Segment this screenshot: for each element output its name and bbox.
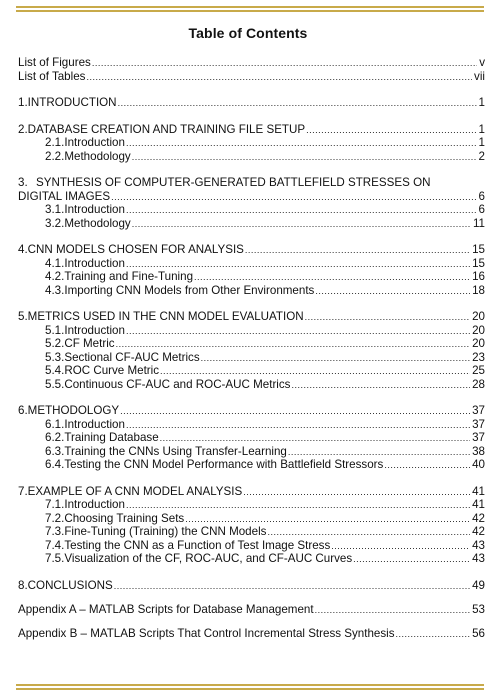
dot-leader xyxy=(396,628,471,642)
toc-entry-appendix-b[interactable] xyxy=(18,627,485,641)
toc-page-number: 25 xyxy=(472,364,485,377)
toc-entry-section[interactable] xyxy=(18,324,485,338)
dot-leader xyxy=(86,71,472,85)
toc-page-number: 41 xyxy=(472,498,485,511)
toc-entry-chapter[interactable] xyxy=(18,243,485,257)
section-title: CF Metric xyxy=(64,337,115,350)
section-title: Training the CNNs Using Transfer-Learning xyxy=(64,444,287,458)
toc-page-number: 43 xyxy=(472,538,485,552)
chapter-4 xyxy=(18,243,485,297)
toc-entry-list-of-figures[interactable] xyxy=(18,56,485,70)
section-title: Visualization of the CF, ROC-AUC, and CF-AUC Curves xyxy=(64,552,353,565)
dot-leader xyxy=(126,419,470,433)
chapter-1 xyxy=(18,96,485,110)
toc-page-number: 18 xyxy=(472,283,485,297)
toc-page-number: 42 xyxy=(472,511,485,525)
section-title: ROC Curve Metric xyxy=(64,364,160,377)
toc-page-number: 20 xyxy=(472,323,485,337)
chapter-title: CONCLUSIONS xyxy=(27,578,113,592)
toc-entry-chapter[interactable] xyxy=(18,96,485,110)
chapter-number: 3. xyxy=(18,176,28,189)
section-number: 7.3. xyxy=(45,525,65,538)
dot-leader xyxy=(126,325,470,339)
toc-entry-section[interactable] xyxy=(18,337,485,351)
toc-entry-chapter[interactable] xyxy=(18,579,485,593)
toc-page-number: 6 xyxy=(478,203,485,216)
section-title: Sectional CF-AUC Metrics xyxy=(64,350,200,364)
page-title: Table of Contents xyxy=(188,25,308,41)
section-title: Introduction xyxy=(64,323,125,337)
section-number: 3.2. xyxy=(45,216,65,230)
chapter-title: SYNTHESIS OF COMPUTER-GENERATED BATTLEFIELD STRESSES ON xyxy=(36,176,431,189)
toc-page-number: 2 xyxy=(478,149,485,163)
section-number: 5.2. xyxy=(45,337,65,350)
toc-page-number: 1 xyxy=(478,96,485,109)
toc-entry-chapter[interactable] xyxy=(18,404,485,418)
toc-page-number: 1 xyxy=(478,122,485,136)
section-number: 2.1. xyxy=(45,136,65,149)
dot-leader xyxy=(291,379,470,393)
section-number: 2.2. xyxy=(45,149,65,163)
chapter-6 xyxy=(18,404,485,472)
appendix-title: Appendix B – MATLAB Scripts That Control Incremental Stress Synthesis xyxy=(18,626,395,640)
dot-leader xyxy=(114,580,470,594)
chapter-number: 1. xyxy=(18,96,28,109)
chapter-5 xyxy=(18,310,485,391)
toc-page-number: 15 xyxy=(472,243,485,256)
toc-entry-label: List of Tables xyxy=(18,69,86,83)
chapter-title: METRICS USED IN THE CNN MODEL EVALUATION xyxy=(27,310,304,323)
dot-leader xyxy=(126,204,477,218)
toc-page-number: 11 xyxy=(472,216,485,230)
toc-page-number: 6 xyxy=(478,189,485,203)
dot-leader xyxy=(267,526,470,540)
dot-leader xyxy=(132,151,477,165)
toc-page-number: vii xyxy=(474,69,485,83)
dot-leader xyxy=(111,191,476,205)
chapter-8 xyxy=(18,579,485,593)
section-title: Methodology xyxy=(64,216,131,230)
section-title: Training and Fine-Tuning xyxy=(64,270,194,283)
dot-leader xyxy=(92,57,477,71)
chapter-number: 4. xyxy=(18,243,28,256)
section-number: 6.1. xyxy=(45,417,65,431)
toc-page-number: 41 xyxy=(472,484,485,498)
dot-leader xyxy=(305,311,470,325)
section-title: Testing the CNN Model Performance with Battlefield Stressors xyxy=(64,458,384,471)
chapter-number: 7. xyxy=(18,484,28,498)
dot-leader xyxy=(306,124,476,138)
chapter-title: DATABASE CREATION AND TRAINING FILE SETUP xyxy=(27,122,306,136)
appendices xyxy=(18,603,485,640)
section-number: 7.4. xyxy=(45,538,65,552)
chapter-number: 2. xyxy=(18,122,28,136)
section-number: 7.2. xyxy=(45,511,65,525)
section-number: 6.2. xyxy=(45,431,65,444)
section-number: 6.4. xyxy=(45,458,65,471)
toc-entry-section[interactable] xyxy=(18,552,485,566)
section-title: Training Database xyxy=(64,431,159,444)
toc-page-number: 20 xyxy=(472,337,485,350)
toc-entry-chapter[interactable] xyxy=(18,310,485,324)
toc-page-number: v xyxy=(479,56,485,69)
toc-entry-chapter[interactable] xyxy=(18,485,485,499)
dot-leader xyxy=(160,365,470,379)
toc-page-number: 37 xyxy=(472,404,485,417)
dot-leader xyxy=(201,352,470,366)
chapter-number: 8. xyxy=(18,578,28,592)
section-title: Introduction xyxy=(64,256,125,270)
section-title: Introduction xyxy=(64,203,125,216)
chapter-title: INTRODUCTION xyxy=(27,96,117,109)
toc-entry-appendix-a[interactable] xyxy=(18,603,485,617)
toc-page-number: 1 xyxy=(478,136,485,149)
dot-leader xyxy=(194,271,470,285)
toc-entry-chapter-line2[interactable] xyxy=(18,190,485,204)
toc-page-number: 38 xyxy=(472,444,485,458)
chapter-number: 6. xyxy=(18,404,28,417)
front-matter xyxy=(18,56,485,83)
dot-leader xyxy=(315,285,470,299)
toc-entry-section[interactable] xyxy=(18,351,485,365)
dot-leader xyxy=(384,459,470,473)
dot-leader xyxy=(243,486,470,500)
dot-leader xyxy=(126,499,470,513)
chapter-3 xyxy=(18,176,485,230)
dot-leader xyxy=(331,540,470,554)
toc-entry-section[interactable] xyxy=(18,136,485,150)
toc-entry-section[interactable] xyxy=(18,525,485,539)
toc-page-number: 28 xyxy=(472,377,485,391)
section-title: Introduction xyxy=(64,498,125,511)
section-number: 7.1. xyxy=(45,498,65,511)
toc-page-number: 37 xyxy=(472,417,485,431)
dot-leader xyxy=(126,137,477,151)
dot-leader xyxy=(126,258,470,272)
toc-entry-section[interactable] xyxy=(18,498,485,512)
chapter-number: 5. xyxy=(18,310,28,323)
toc-page-number: 37 xyxy=(472,431,485,444)
chapter-7 xyxy=(18,485,485,566)
section-number: 4.2. xyxy=(45,270,65,283)
section-number: 5.3. xyxy=(45,350,65,364)
dot-leader xyxy=(288,446,470,460)
dot-leader xyxy=(132,218,471,232)
dot-leader xyxy=(116,338,471,352)
toc-entry-label: List of Figures xyxy=(18,56,91,69)
section-title: Methodology xyxy=(64,149,131,163)
dot-leader xyxy=(120,405,470,419)
bottom-decorative-rule xyxy=(16,684,484,690)
toc-page-number: 16 xyxy=(472,270,485,283)
toc-page-number: 49 xyxy=(472,578,485,592)
toc-page-number: 20 xyxy=(472,310,485,323)
section-title: Fine-Tuning (Training) the CNN Models xyxy=(64,525,267,538)
chapter-title: EXAMPLE OF A CNN MODEL ANALYSIS xyxy=(27,484,243,498)
chapter-title: METHODOLOGY xyxy=(27,404,120,417)
section-number: 4.3. xyxy=(45,283,65,297)
chapter-title-continued: DIGITAL IMAGES xyxy=(18,189,111,203)
toc-entry-list-of-tables[interactable] xyxy=(18,70,485,84)
section-number: 4.1. xyxy=(45,256,65,270)
toc-entry-section[interactable] xyxy=(18,512,485,526)
section-number: 7.5. xyxy=(45,552,65,565)
toc-entry-section[interactable] xyxy=(18,150,485,164)
section-title: Introduction xyxy=(64,417,125,431)
toc-entry-section[interactable] xyxy=(18,364,485,378)
toc-page-number: 43 xyxy=(472,552,485,565)
toc-page-number: 53 xyxy=(472,603,485,616)
toc-entry-chapter-line1[interactable] xyxy=(18,176,485,190)
toc-page-number: 56 xyxy=(472,626,485,640)
toc-page-number: 15 xyxy=(472,256,485,270)
section-number: 5.1. xyxy=(45,323,65,337)
toc-entry-section[interactable] xyxy=(18,418,485,432)
chapter-title: CNN MODELS CHOSEN FOR ANALYSIS xyxy=(27,243,244,256)
section-number: 6.3. xyxy=(45,444,65,458)
section-number: 3.1. xyxy=(45,203,65,216)
toc-entry-section[interactable] xyxy=(18,203,485,217)
top-decorative-rule xyxy=(16,6,484,12)
toc-entry-section[interactable] xyxy=(18,431,485,445)
dot-leader xyxy=(353,553,470,567)
toc-page-number: 40 xyxy=(472,458,485,471)
chapter-2 xyxy=(18,123,485,164)
dot-leader xyxy=(315,604,471,618)
section-title: Testing the CNN as a Function of Test Image Stress xyxy=(64,538,331,552)
toc-entry-section[interactable] xyxy=(18,217,485,231)
appendix-title: Appendix A – MATLAB Scripts for Database Management xyxy=(18,603,314,616)
dot-leader xyxy=(118,97,477,111)
section-number: 5.5. xyxy=(45,377,65,391)
section-title: Continuous CF-AUC and ROC-AUC Metrics xyxy=(64,377,291,391)
toc-entry-section[interactable] xyxy=(18,270,485,284)
toc-entry-section[interactable] xyxy=(18,378,485,392)
section-number: 5.4. xyxy=(45,364,65,377)
table-of-contents xyxy=(18,56,485,640)
dot-leader xyxy=(185,513,470,527)
toc-entry-section[interactable] xyxy=(18,539,485,553)
toc-entry-section[interactable] xyxy=(18,458,485,472)
toc-page-number: 23 xyxy=(472,350,485,364)
toc-page-number: 42 xyxy=(472,525,485,538)
section-title: Choosing Training Sets xyxy=(64,511,185,525)
toc-entry-chapter[interactable] xyxy=(18,123,485,137)
section-title: Introduction xyxy=(64,136,125,149)
section-title: Importing CNN Models from Other Environments xyxy=(64,283,315,297)
toc-entry-section[interactable] xyxy=(18,257,485,271)
toc-entry-section[interactable] xyxy=(18,445,485,459)
dot-leader xyxy=(160,432,470,446)
toc-entry-section[interactable] xyxy=(18,284,485,298)
dot-leader xyxy=(245,244,470,258)
